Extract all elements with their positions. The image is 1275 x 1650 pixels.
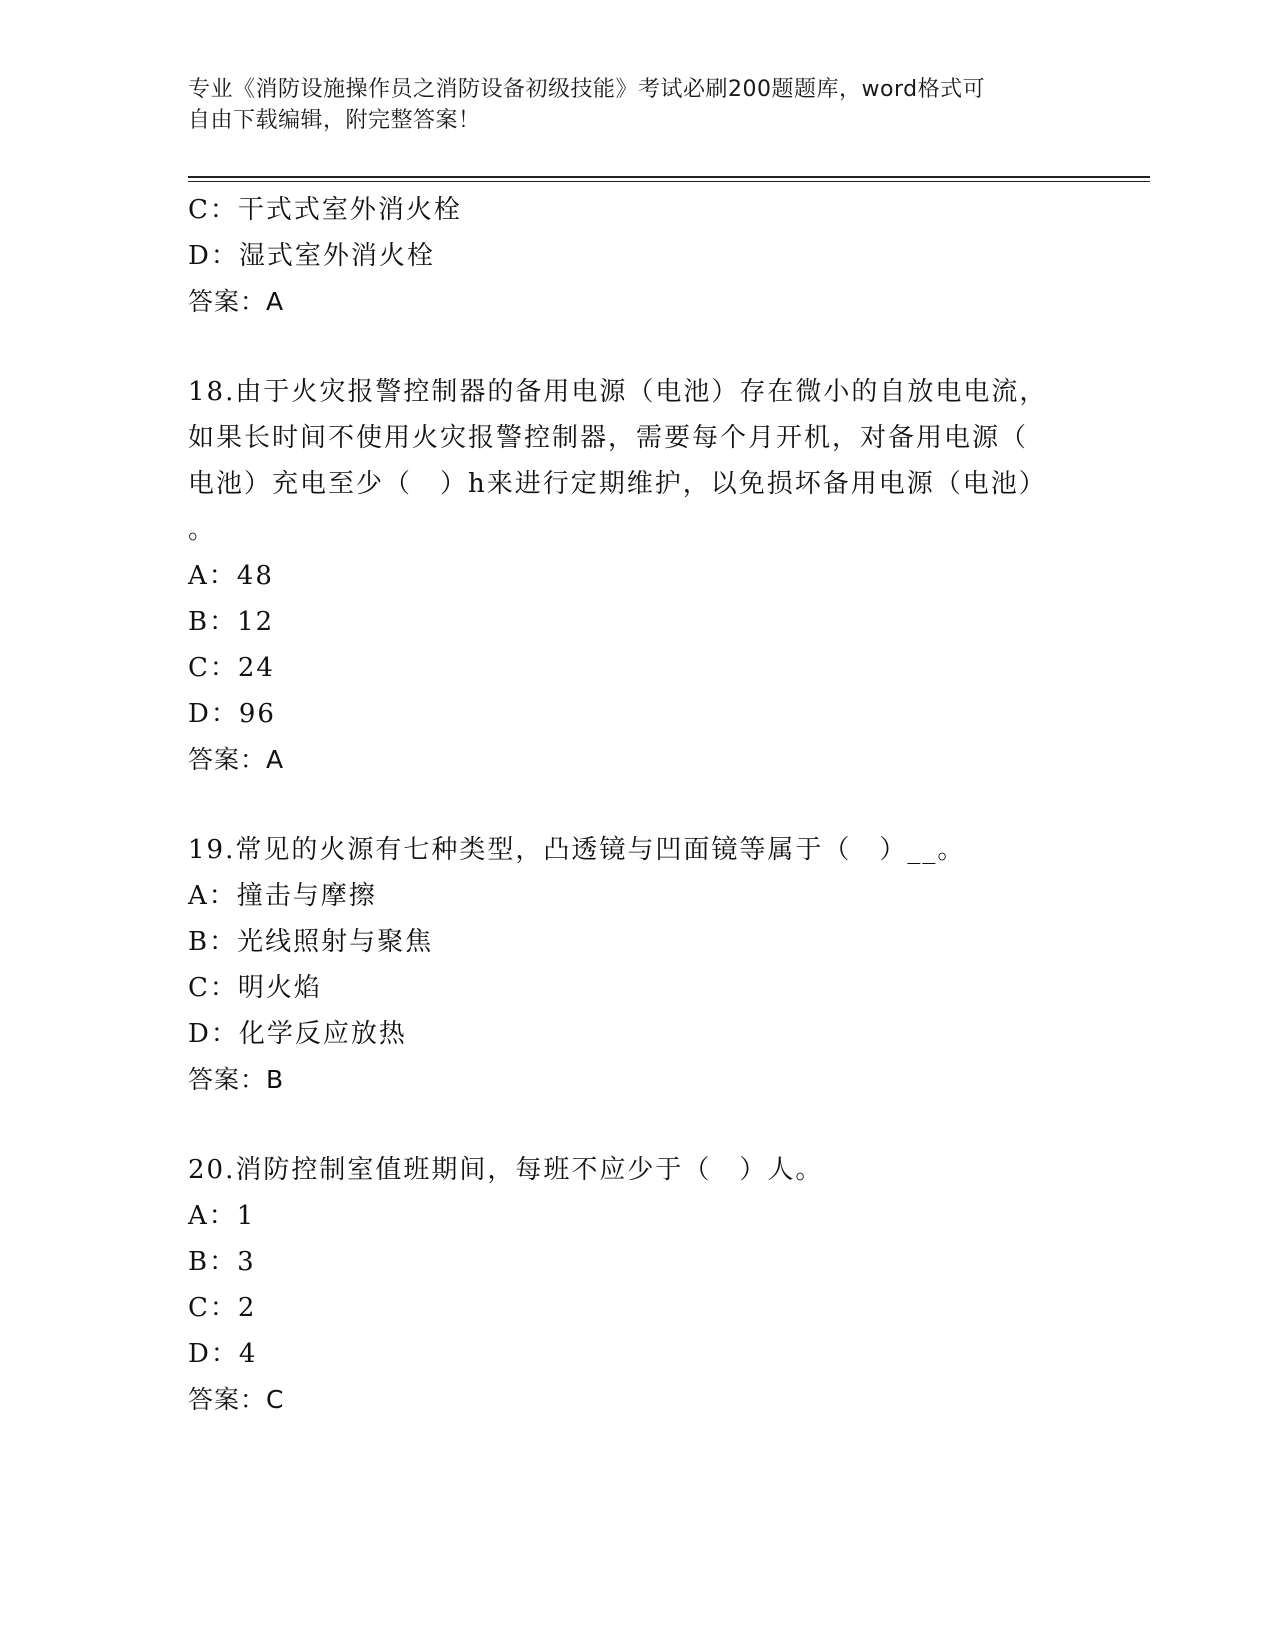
answer-line: 答案：C [188, 1385, 285, 1414]
option-c: C：2 [188, 1293, 257, 1323]
option-a: A：48 [188, 561, 274, 591]
question-stem-line: 20.消防控制室值班期间，每班不应少于（ ）人。 [188, 1155, 824, 1185]
option-c: C：24 [188, 653, 275, 683]
header-divider-thin [188, 181, 1150, 182]
question-stem-line: 。 [188, 515, 217, 545]
question-stem-line: 18.由于火灾报警控制器的备用电源（电池）存在微小的自放电电流， [188, 377, 1048, 407]
question-18 [188, 369, 1088, 783]
header-line-1: 专业《消防设施操作员之消防设备初级技能》考试必刷200题题库，word格式可 [188, 77, 986, 102]
question-19 [188, 827, 1088, 1103]
option-c: C：明火焰 [188, 973, 322, 1003]
header-divider-thick [188, 176, 1150, 178]
answer-line: 答案：A [188, 287, 285, 316]
answer-line: 答案：A [188, 745, 285, 774]
option-d: D：96 [188, 699, 276, 729]
document-header [188, 74, 1068, 136]
option-a: A：撞击与摩擦 [188, 881, 377, 911]
question-stem-line: 如果长时间不使用火灾报警控制器，需要每个月开机，对备用电源（ [188, 423, 1029, 453]
option-b: B：12 [188, 607, 275, 637]
question-stem-line: 19.常见的火源有七种类型，凸透镜与凹面镜等属于（ ）__。 [188, 835, 966, 865]
option-d: D：4 [188, 1339, 258, 1369]
option-a: A：1 [188, 1201, 256, 1231]
header-line-2: 自由下载编辑，附完整答案！ [188, 108, 481, 133]
option-d: D：湿式室外消火栓 [188, 241, 435, 271]
question-stem-line: 电池）充电至少（ ）h来进行定期维护，以免损坏备用电源（电池） [188, 469, 1047, 499]
carryover-block [188, 187, 1088, 325]
answer-line: 答案：B [188, 1065, 285, 1094]
option-c: C：干式式室外消火栓 [188, 195, 462, 225]
question-20 [188, 1147, 1088, 1423]
option-d: D：化学反应放热 [188, 1019, 407, 1049]
option-b: B：3 [188, 1247, 256, 1277]
option-b: B：光线照射与聚焦 [188, 927, 434, 957]
question-content [188, 187, 1088, 1423]
